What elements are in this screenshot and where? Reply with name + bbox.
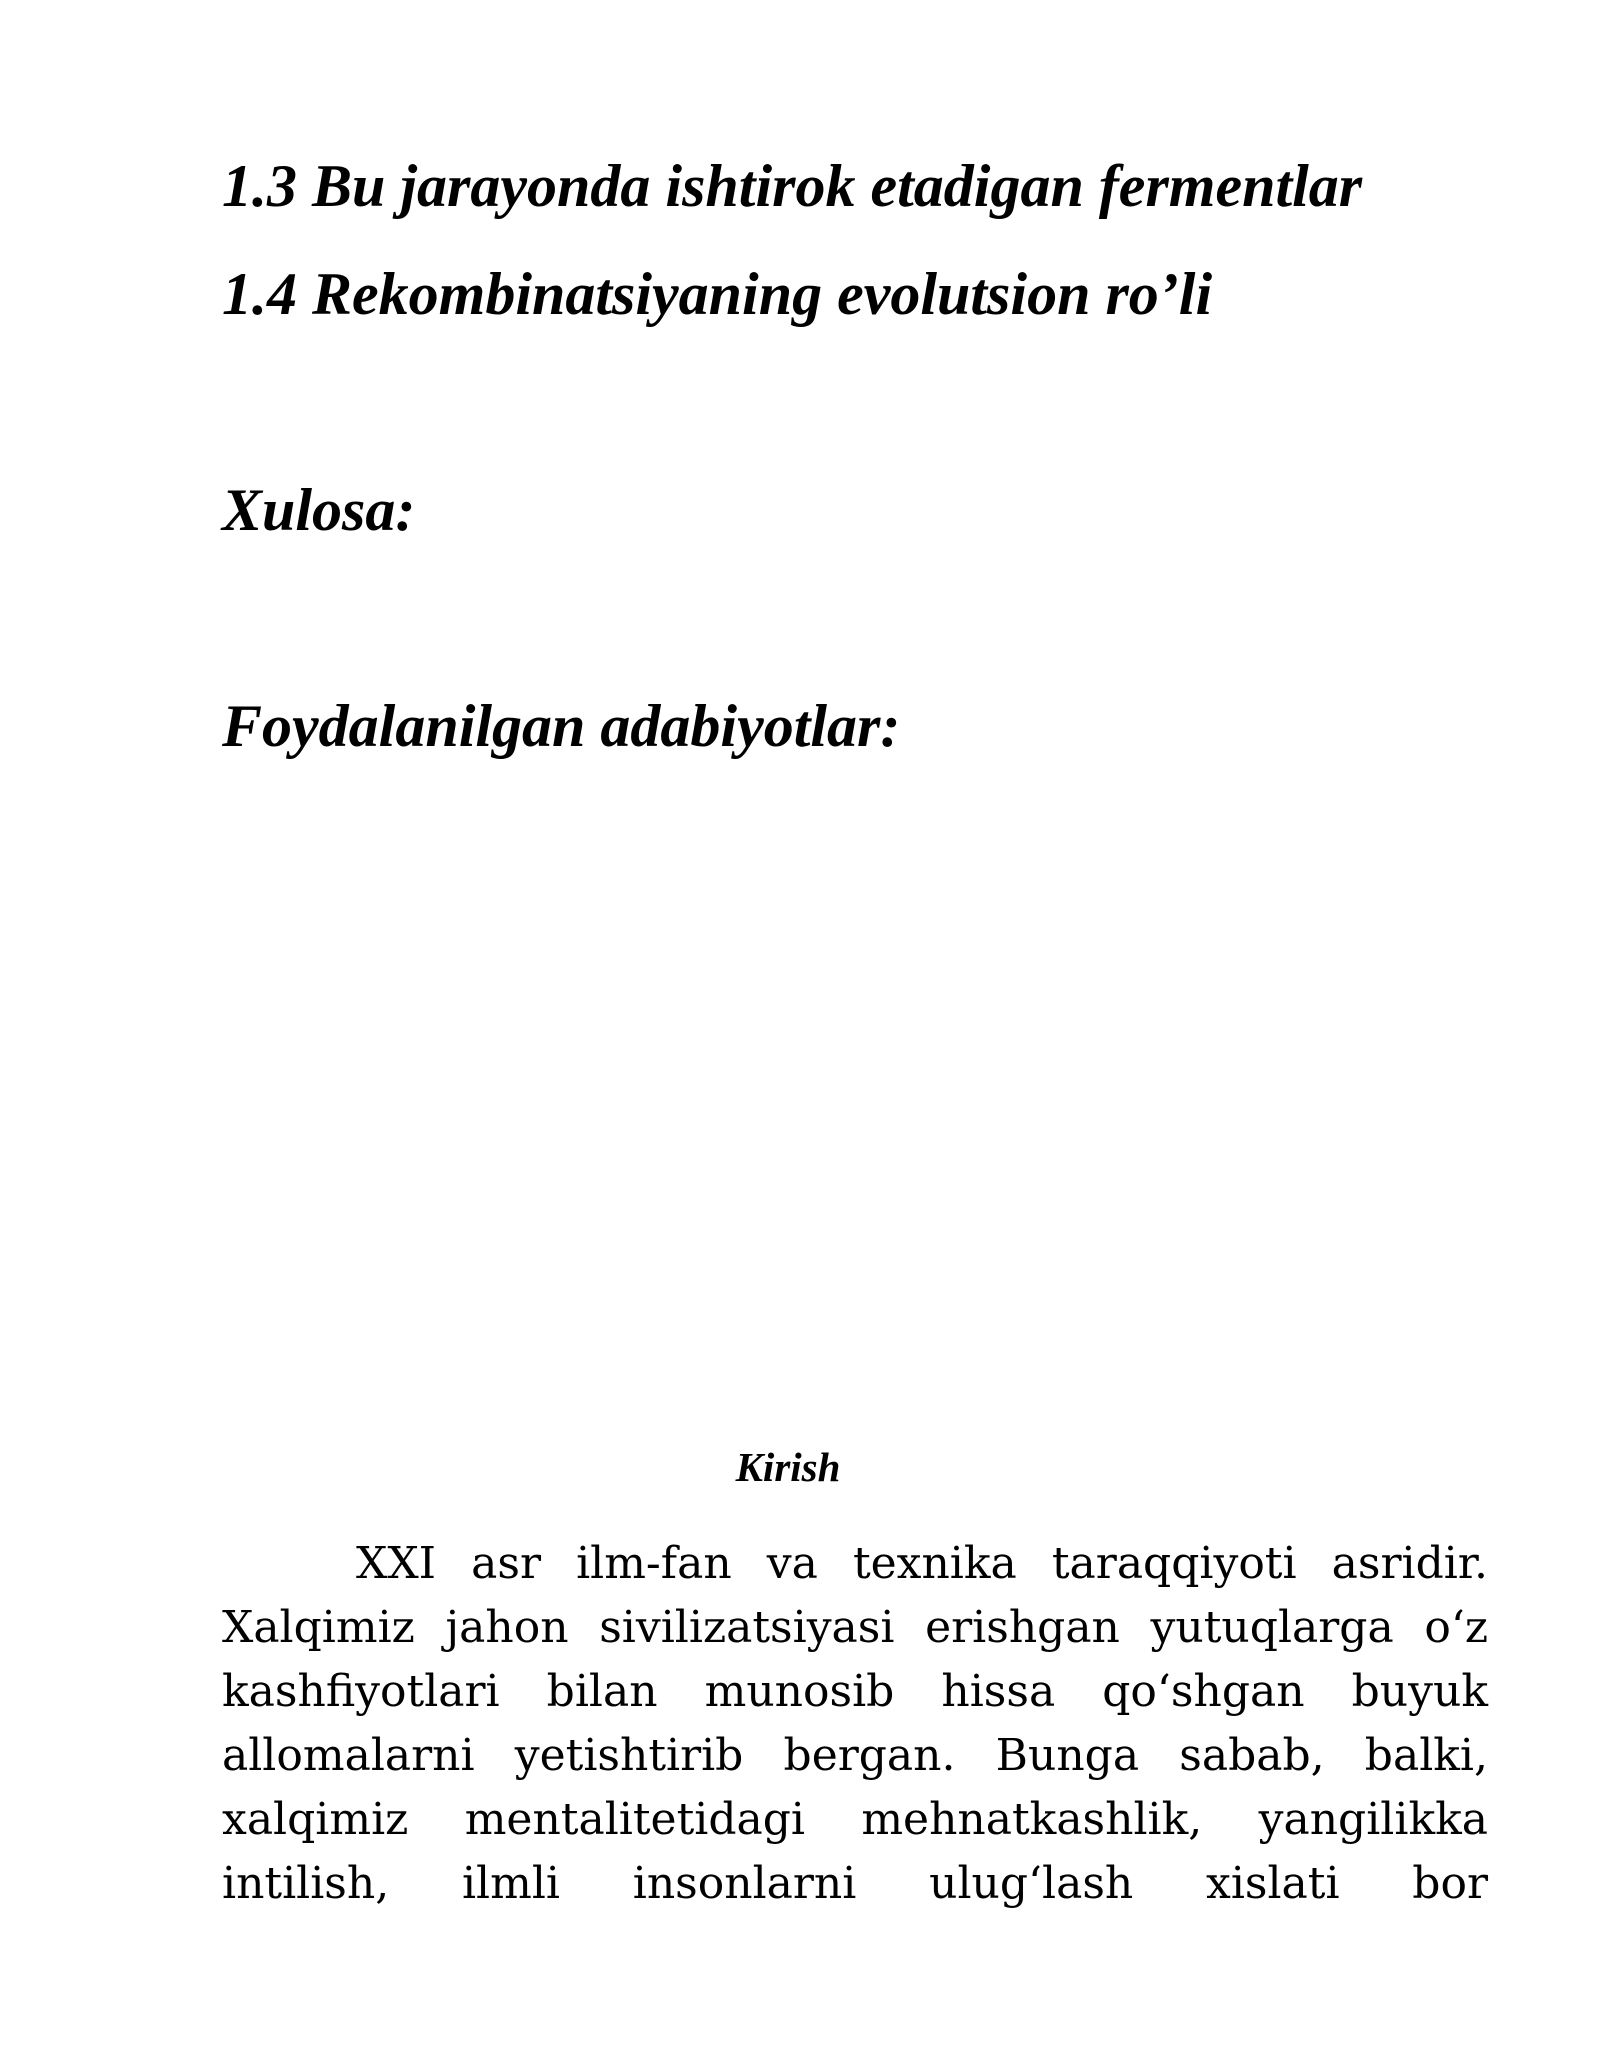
toc-item-1-4: 1.4 Rekombinatsiyaning evolutsion ro’li (222, 261, 1213, 327)
toc-item-adabiyotlar: Foydalanilgan adabiyotlar: (222, 693, 901, 759)
paragraph-line: XXI asr ilm-fan va texnika taraqqiyoti asridir. (356, 1538, 1488, 1589)
body-paragraph (222, 1532, 1488, 1916)
section-title: Kirish (735, 1444, 841, 1490)
toc-item-xulosa: Xulosa: (222, 477, 416, 543)
paragraph-line: xalqimiz mentalitetidagi mehnatkashlik, yangilikka (222, 1794, 1488, 1845)
paragraph-line: kashfiyotlari bilan munosib hissa qo‘shgan buyuk (222, 1666, 1488, 1717)
paragraph-line: Xalqimiz jahon sivilizatsiyasi erishgan yutuqlarga o‘z (222, 1602, 1488, 1653)
paragraph-line: allomalarni yetishtirib bergan. Bunga sabab, balki, (222, 1730, 1488, 1781)
toc-item-1-3: 1.3 Bu jarayonda ishtirok etadigan fermentlar (222, 153, 1363, 219)
paragraph-line: intilish, ilmli insonlarni ulug‘lash xislati bor (222, 1858, 1488, 1909)
